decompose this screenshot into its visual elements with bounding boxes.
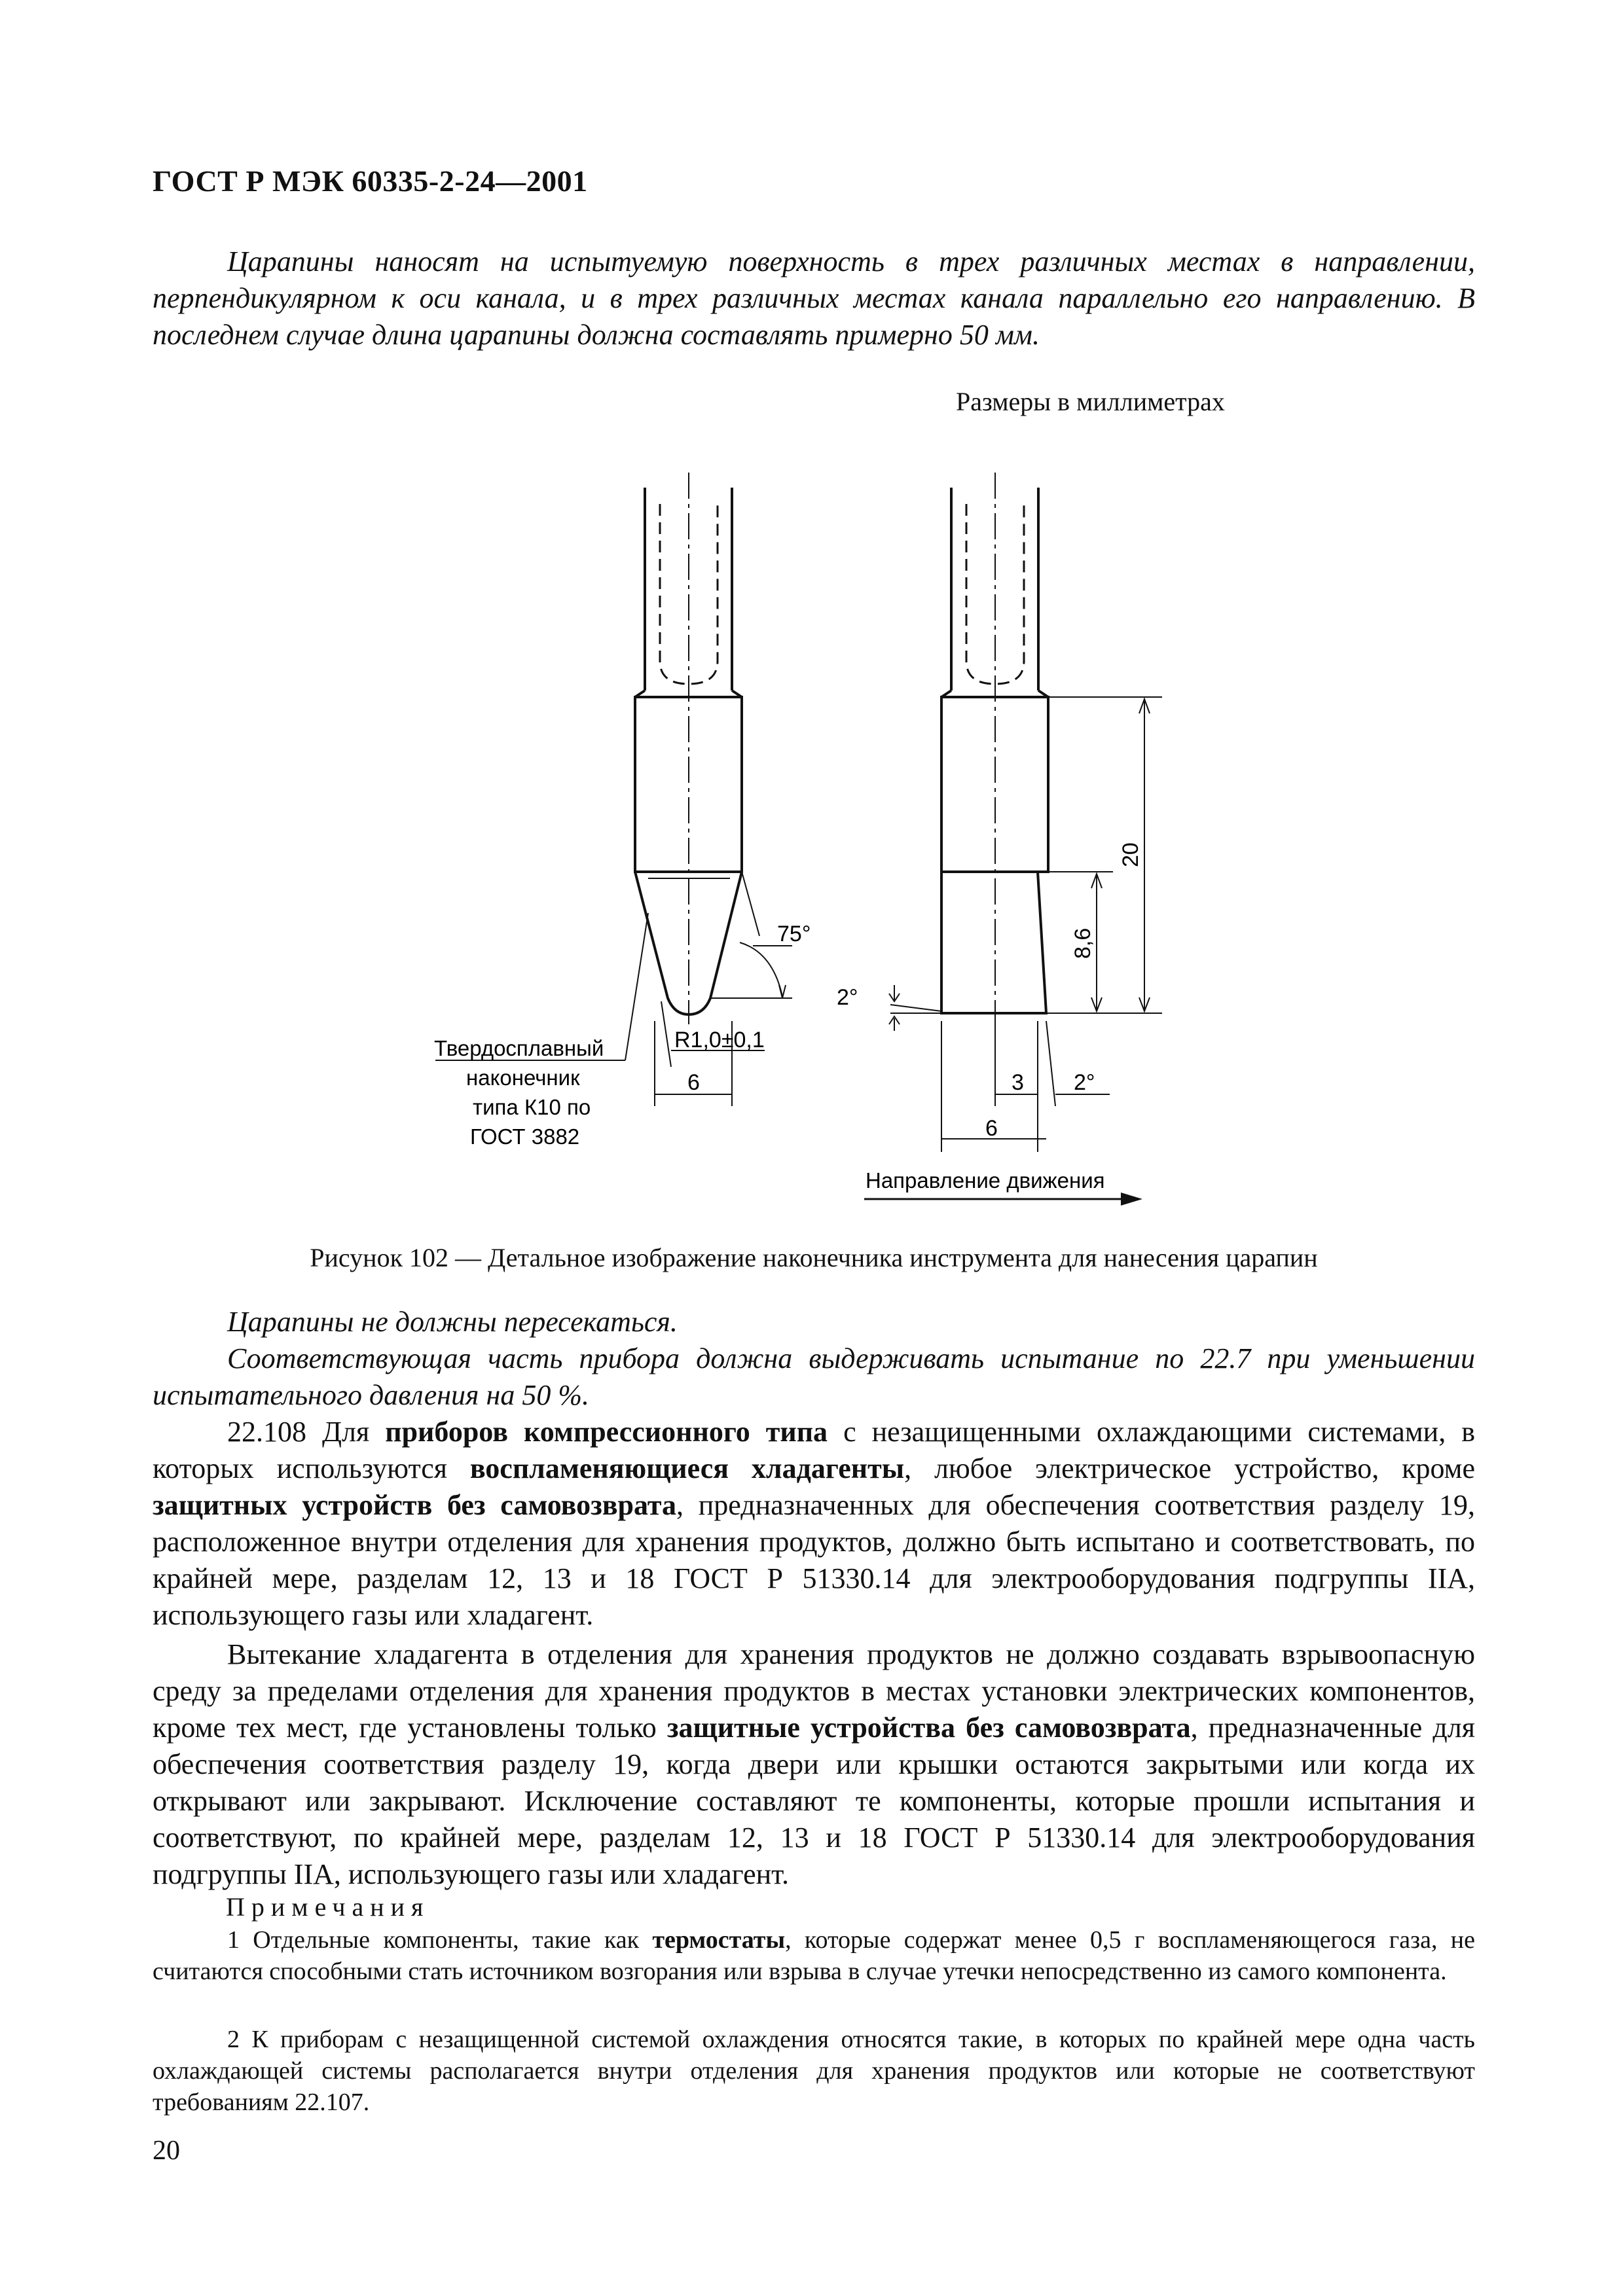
note-2: 2 К приборам с незащищенной системой охлаждения относятся такие, в которых по крайней мере одна часть охлаждающей системы располагается внутри отделения для хранения продуктов или которые не соответствуют требованиям 22.107. [153, 2026, 1475, 2116]
paragraph-refrigerant-leak: Вытекание хладагента в отделения для хранения продуктов не должно создавать взрывоопасную среду за пределами отделения для хранения продуктов в местах установки электрических компонентов, кроме тех мест, где установлены только защитные устройства без самовозврата, предназначенные для обеспечения соответствия разделу 19, когда двери или крышки остаются закрытыми или когда их открывают или закрывают. Исключение составляют те компоненты, которые прошли испытания и соответствуют, по крайней мере, разделам 12, 13 и 18 ГОСТ Р 51330.14 для электрооборудования подгруппы IIA, использующего газы или хладагент. [153, 1638, 1475, 1890]
units-note: Размеры в миллиметрах [956, 387, 1225, 416]
tip-material-line3: типа К10 по [473, 1095, 591, 1119]
height-20-label: 20 [1118, 842, 1143, 867]
figure-caption: Рисунок 102 — Детальное изображение наконечника инструмента для нанесения царапин [310, 1243, 1318, 1272]
tip-material-line2: наконечник [466, 1066, 580, 1090]
tip-material-line1: Твердосплавный [434, 1036, 604, 1060]
angle-75-label: 75° [777, 922, 811, 946]
radius-label: R1,0±0,1 [674, 1028, 765, 1052]
note-1: 1 Отдельные компоненты, такие как термостаты, которые содержат менее 0,5 г воспламеняющегося газа, не считаются способными стать источником возгорания или взрыва в случае утечки непосредственно из самого компонента. [153, 1926, 1475, 1985]
direction-label: Направление движения [866, 1168, 1105, 1193]
width-left-label: 6 [687, 1070, 700, 1095]
tip-material-line4: ГОСТ 3882 [470, 1124, 580, 1149]
height-86-label: 8,6 [1070, 927, 1095, 959]
page-number: 20 [153, 2136, 180, 2166]
angle-2-right-label: 2° [1074, 1070, 1095, 1095]
notes-title: Примечания [226, 1892, 430, 1922]
intro-paragraph: Царапины наносят на испытуемую поверхность в трех различных местах в направлении, перпендикулярном к оси канала, и в трех различных местах канала параллельно его направлению. В последнем случае длина царапины должна составлять примерно 50 мм. [153, 245, 1475, 351]
paragraph-test-pressure: Соответствующая часть прибора должна выдерживать испытание по 22.7 при уменьшении испытательного давления на 50 %. [153, 1342, 1475, 1411]
document-header: ГОСТ Р МЭК 60335-2-24—2001 [153, 164, 588, 198]
angle-2-left-label: 2° [837, 985, 858, 1010]
paragraph-no-intersect: Царапины не должны пересекаться. [227, 1306, 678, 1338]
three-label: 3 [1012, 1070, 1024, 1095]
width-right-label: 6 [985, 1116, 998, 1141]
paragraph-22-108: 22.108 Для приборов компрессионного типа с незащищенными охлаждающими системами, в которых используются воспламеняющиеся хладагенты, любое электрическое устройство, кроме защитных устройств без самовозврата, предназначенных для обеспечения соответствия разделу 19, расположенное внутри отделения для хранения продуктов, должно быть испытано и соответствовать, по крайней мере, разделам 12, 13 и 18 ГОСТ Р 51330.14 для электрооборудования подгруппы IIA, использующего газы или хладагент. [153, 1416, 1475, 1631]
